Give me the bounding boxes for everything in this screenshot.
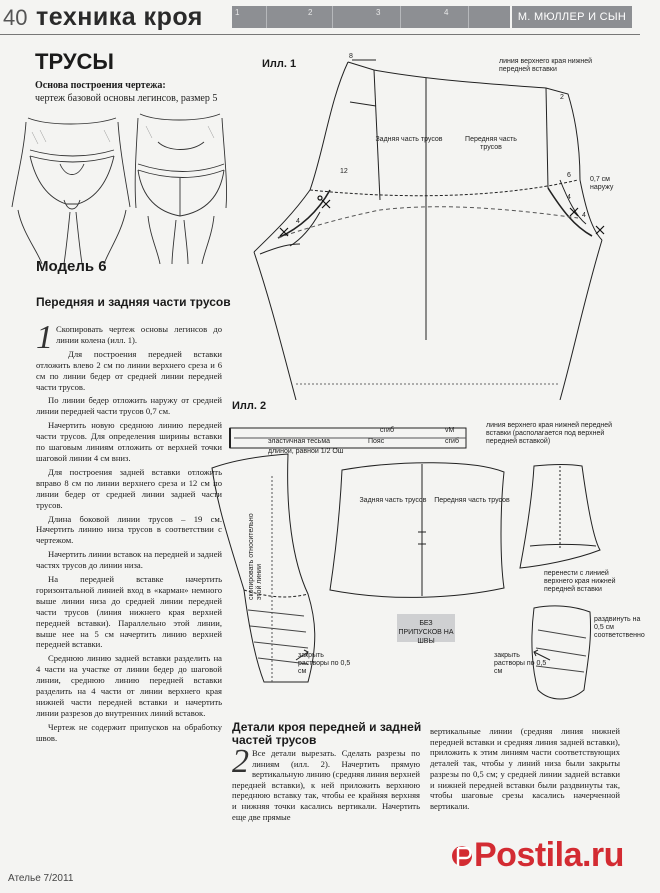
dim-label: 4 (567, 194, 571, 201)
section2-text-col1: 2 Все детали вырезать. Сделать разрезы по линиям (илл. 2). Начертить прямую вертикальную линию (средняя линия верхней передней вставки), к ней приложить верхнюю переднюю вставку так, чтобы ее крайняя верхняя и нижняя точки касались вертикали. Начертить еще две прямые (232, 743, 420, 822)
note-split: раздвинуть на 0,5 см соответственно (594, 616, 645, 639)
ruler-mark: 4 (444, 8, 449, 17)
issue-footer: Ателье 7/2011 (8, 873, 74, 884)
illustration2-label: Илл. 2 (232, 400, 267, 412)
ruler-mark: 2 (308, 8, 313, 17)
dim-label: 12 (340, 168, 348, 175)
elastic-label: эластичная тесьма (268, 438, 331, 445)
band-vm-label: vM (445, 427, 455, 434)
front-piece-label: Передняя часть трусов (465, 136, 517, 151)
paragraph: Начертить новую среднюю линию передней части трусов. Для определения ширины вставки по шаговым линиям отложить от верхней точки шаговой линии 4 см вниз. (36, 420, 222, 463)
garment-title: ТРУСЫ (35, 49, 114, 74)
page-number: 40 (3, 5, 28, 30)
note-top-edge-2: линия верхнего края нижней передней вставки (располагается под верхней передней вставкой) (486, 422, 613, 445)
front-piece-label-2: Передняя часть трусов (434, 497, 510, 504)
header-divider (0, 34, 640, 35)
basis-label: Основа построения чертежа: (35, 80, 166, 91)
back-piece-label: Задняя часть трусов (375, 136, 443, 143)
band-fold-label: сгиб (380, 427, 394, 434)
dropcap: 1 (36, 319, 53, 356)
basis-text: чертеж базовой основы легинсов, размер 5 (35, 93, 218, 104)
section2-text-col2: вертикальные линии (средняя линия нижней передней вставки и средняя линия задней вставки), приложить к этим линиям части соответствующих деталей так, чтобы у линий низа были закрыты разрезы по 0,5 см; у средней линии задней вставки и нижней передней вставки были раздвинуты так, чтобы шаговые срезы касались начерченной вертикали. (430, 726, 620, 811)
publisher-label: М. МЮЛЛЕР И СЫН (512, 6, 632, 28)
dim-label: 4 (582, 212, 586, 219)
paragraph: Для построения задней вставки отложить вправо 8 см по линии верхнего среза и 12 см по линии бедер от средней линии задней части трусов. (36, 466, 222, 510)
section-title: техника кроя (36, 3, 203, 31)
close-darts-right: закрыть растворы по 0,5 см (494, 652, 547, 675)
dim-label: 2 (560, 94, 564, 101)
illustration1-label: Илл. 1 (262, 58, 297, 70)
dim-label: 4 (296, 218, 300, 225)
illustration1-diagram (230, 40, 630, 400)
instructions-text (36, 319, 222, 747)
model-illustration (8, 112, 233, 264)
paragraph: 1 Скопировать чертеж основы легинсов до линии колена (илл. 1). (36, 319, 222, 356)
back-piece-label-2: Задняя часть трусов (359, 497, 427, 504)
paragraph: Среднюю линию задней вставки разделить на 4 части на участке от линии бедер до шаговой линии, среднюю линию передней вставки разделить на 4 части от линии верхнего края нижней части передней вставки и начертить линии разрезов до внутренних линий вставок. (36, 653, 222, 718)
model-title: Модель 6 (36, 258, 107, 275)
note-outward: 0,7 см наружу (590, 176, 614, 191)
paragraph: По линии бедер отложить наружу от средней линии передней части трусов 0,7 см. (36, 395, 222, 417)
paragraph: Длина боковой линии трусов – 19 см. Начертить линию низа трусов в соответствии с чертежом. (36, 513, 222, 546)
paragraph: Для построения передней вставки отложить влево 2 см по линии верхнего среза и 6 см по линии бедер от средней линии передней части трусов. (36, 348, 222, 392)
dim-label: 6 (567, 172, 571, 179)
no-seam-allowance-stamp: БЕЗ ПРИПУСКОВ НА ШВЫ (397, 614, 455, 642)
section1-title: Передняя и задняя части трусов (36, 295, 231, 309)
belt-label: Пояс (368, 438, 385, 445)
header-ruler (232, 6, 510, 28)
paragraph: Чертеж не содержит припусков на обработку швов. (36, 721, 222, 743)
close-darts-left: закрыть растворы по 0,5 см (298, 652, 351, 675)
watermark-text: Postila.ru (474, 836, 624, 874)
paragraph: Начертить линии вставок на передней и задней частях трусов до линии низа. (36, 549, 222, 571)
page-header (0, 0, 660, 38)
ruler-mark: 3 (376, 8, 381, 17)
dropcap: 2 (232, 743, 249, 780)
dim-label: 8 (349, 53, 353, 60)
note-move: перенести с линией верхнего края нижней передней вставки (544, 570, 616, 593)
note-top-edge: линия верхнего края нижней передней вставки (499, 58, 593, 73)
ruler-mark: 1 (235, 8, 240, 17)
paragraph: На передней вставке начертить горизонтальной линией вход в «карман» немного выше линии низа до средней линии передней части трусов (линия нижнего края верхней передней вставки). Параллельно этой линии, выше нее на 5 см начертить линию верхней передней вставки. (36, 574, 222, 650)
elastic-length-label: длиной, равной 1/2 Ош (268, 448, 344, 455)
band-fold-label-2: сгиб (445, 438, 459, 445)
copy-note: скопировать относительно этой линии (248, 513, 263, 600)
section2-title: Детали кроя передней и задней частей трусов (232, 720, 422, 747)
